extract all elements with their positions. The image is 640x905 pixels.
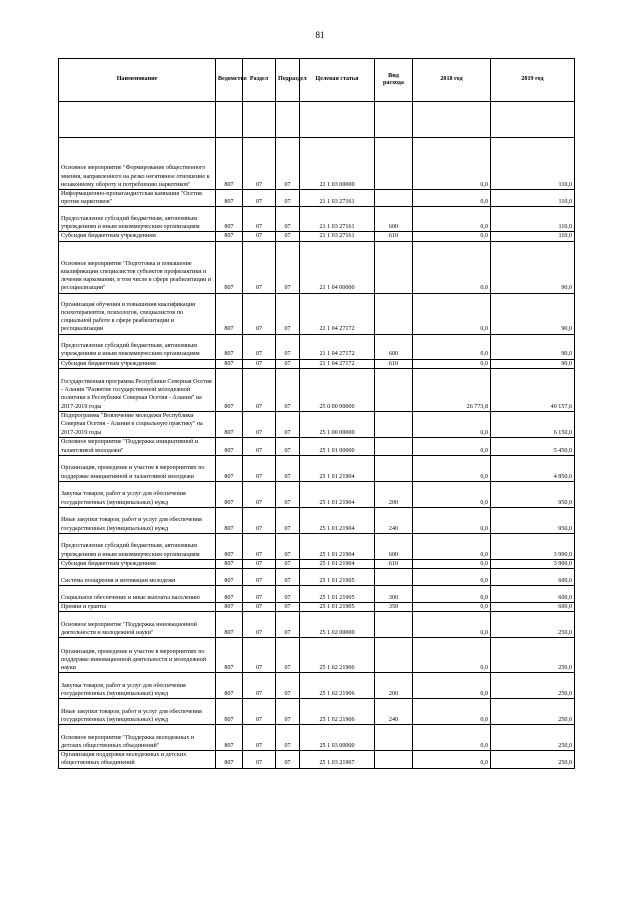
row-ved: 807 (216, 411, 243, 437)
row-ved: 807 (216, 586, 243, 603)
row-name: Система поощрения и мотивации молодежи (59, 569, 216, 586)
row-expense-type (375, 293, 413, 334)
row-expense-type (375, 411, 413, 437)
row-name: Информационно-пропагандистская кампания "Осетия против наркотиков" (59, 190, 216, 207)
table-row (59, 481, 575, 507)
row-2018: 0,0 (413, 507, 491, 533)
row-razdel: 07 (243, 612, 276, 638)
row-expense-type (375, 241, 413, 293)
row-podrazdel: 07 (276, 725, 300, 751)
row-name: Основное мероприятие "Формирование общественного мнения, направленного на резко негативное отношение к незаконному обороту и потреблению наркотиков" (59, 138, 216, 190)
row-2018: 0,0 (413, 559, 491, 568)
row-ved: 807 (216, 232, 243, 241)
row-target-article: 25 1 03 00000 (300, 725, 375, 751)
row-name: Субсидии бюджетным учреждениям (59, 559, 216, 568)
row-ved: 807 (216, 368, 243, 411)
spacer-cell (300, 102, 375, 138)
row-razdel: 07 (243, 293, 276, 334)
row-2018: 0,0 (413, 334, 491, 359)
row-name: Подпрограмма "Вовлечение молодежи Республики Северная Осетия - Алания в социальную практику" на 2017-2019 годы (59, 411, 216, 437)
row-podrazdel: 07 (276, 411, 300, 437)
row-2018: 0,0 (413, 232, 491, 241)
table-row (59, 559, 575, 568)
row-2019: 950,0 (491, 481, 575, 507)
row-target-article: 25 0 00 00000 (300, 368, 375, 411)
row-expense-type (375, 368, 413, 411)
row-podrazdel: 07 (276, 368, 300, 411)
row-2019: 3 900,0 (491, 559, 575, 568)
row-razdel: 07 (243, 559, 276, 568)
row-2019: 4 850,0 (491, 455, 575, 481)
row-expense-type (375, 455, 413, 481)
row-2018: 0,0 (413, 612, 491, 638)
table-row (59, 411, 575, 437)
row-expense-type: 610 (375, 359, 413, 368)
table-row (59, 533, 575, 559)
row-name: Закупка товаров, работ и услуг для обеспечения государственных (муниципальных) нужд (59, 673, 216, 699)
row-podrazdel: 07 (276, 559, 300, 568)
row-expense-type (375, 190, 413, 207)
row-2018: 0,0 (413, 603, 491, 612)
row-podrazdel: 07 (276, 190, 300, 207)
row-target-article: 21 1 03 00000 (300, 138, 375, 190)
row-expense-type (375, 612, 413, 638)
row-2018: 0,0 (413, 533, 491, 559)
row-podrazdel: 07 (276, 612, 300, 638)
row-2018: 0,0 (413, 437, 491, 455)
row-podrazdel: 07 (276, 334, 300, 359)
row-podrazdel: 07 (276, 207, 300, 232)
row-name: Закупка товаров, работ и услуг для обеспечения государственных (муниципальных) нужд (59, 481, 216, 507)
row-razdel: 07 (243, 437, 276, 455)
row-expense-type (375, 751, 413, 768)
table-row (59, 507, 575, 533)
row-ved: 807 (216, 673, 243, 699)
table-row (59, 612, 575, 638)
row-razdel: 07 (243, 533, 276, 559)
table-row (59, 232, 575, 241)
row-expense-type: 240 (375, 507, 413, 533)
row-razdel: 07 (243, 638, 276, 673)
row-podrazdel: 07 (276, 359, 300, 368)
spacer-cell (491, 102, 575, 138)
row-razdel: 07 (243, 725, 276, 751)
row-2019: 6 150,0 (491, 411, 575, 437)
spacer-cell (276, 102, 300, 138)
row-expense-type: 610 (375, 232, 413, 241)
row-razdel: 07 (243, 359, 276, 368)
row-2019: 90,0 (491, 359, 575, 368)
header-ved: Ведомство (216, 59, 243, 102)
row-podrazdel: 07 (276, 638, 300, 673)
row-expense-type: 200 (375, 673, 413, 699)
header-spacer-row (59, 102, 575, 138)
row-ved: 807 (216, 533, 243, 559)
row-name: Предоставление субсидий бюджетным, автономным учреждениям и иным некоммерческим организациям (59, 207, 216, 232)
table-row (59, 293, 575, 334)
table-row (59, 751, 575, 768)
row-podrazdel: 07 (276, 241, 300, 293)
row-podrazdel: 07 (276, 481, 300, 507)
table-row (59, 368, 575, 411)
row-2018: 0,0 (413, 481, 491, 507)
row-ved: 807 (216, 455, 243, 481)
spacer-cell (413, 102, 491, 138)
table-row (59, 725, 575, 751)
row-razdel: 07 (243, 411, 276, 437)
row-razdel: 07 (243, 673, 276, 699)
header-expense-type: Вид расхода (375, 59, 413, 102)
table-row (59, 603, 575, 612)
table-row (59, 638, 575, 673)
row-podrazdel: 07 (276, 232, 300, 241)
table-row (59, 138, 575, 190)
row-ved: 807 (216, 638, 243, 673)
row-2018: 0,0 (413, 359, 491, 368)
row-target-article: 21 1 04 27172 (300, 334, 375, 359)
row-target-article: 21 1 04 27172 (300, 359, 375, 368)
row-expense-type: 200 (375, 481, 413, 507)
row-2019: 250,0 (491, 699, 575, 725)
row-2018: 0,0 (413, 751, 491, 768)
row-expense-type: 600 (375, 207, 413, 232)
header-2019: 2019 год (491, 59, 575, 102)
row-ved: 807 (216, 190, 243, 207)
row-name: Основное мероприятие "Поддержка инициативной и талантливой молодежи" (59, 437, 216, 455)
row-2018: 0,0 (413, 455, 491, 481)
row-name: Предоставление субсидий бюджетным, автономным учреждениям и иным некоммерческим организациям (59, 334, 216, 359)
row-ved: 807 (216, 481, 243, 507)
row-target-article: 25 1 01 21904 (300, 481, 375, 507)
header-target-article: Целевая статья (300, 59, 375, 102)
row-ved: 807 (216, 751, 243, 768)
table-row (59, 241, 575, 293)
row-2018: 0,0 (413, 638, 491, 673)
row-target-article: 25 1 03 21907 (300, 751, 375, 768)
row-2019: 40 157,6 (491, 368, 575, 411)
row-2019: 600,0 (491, 603, 575, 612)
row-2018: 0,0 (413, 190, 491, 207)
row-name: Организация, проведение и участие в мероприятиях по поддержке инновационной деятельности и молодежной науки (59, 638, 216, 673)
row-ved: 807 (216, 138, 243, 190)
row-expense-type: 610 (375, 559, 413, 568)
row-2018: 0,0 (413, 586, 491, 603)
row-name: Социальное обеспечение и иные выплаты населению (59, 586, 216, 603)
row-ved: 807 (216, 241, 243, 293)
row-2019: 90,0 (491, 241, 575, 293)
row-razdel: 07 (243, 232, 276, 241)
header-row (59, 59, 575, 102)
spacer-cell (243, 102, 276, 138)
table-row (59, 359, 575, 368)
row-ved: 807 (216, 559, 243, 568)
row-2018: 0,0 (413, 699, 491, 725)
row-podrazdel: 07 (276, 293, 300, 334)
row-name: Основное мероприятие "Подготовка и повышение квалификации специалистов субъектов профилактики и лечения наркомании, в том числе в сфере реабилитации и ресоциализации" (59, 241, 216, 293)
row-2018: 0,0 (413, 411, 491, 437)
row-2018: 0,0 (413, 207, 491, 232)
row-name: Премии и гранты (59, 603, 216, 612)
row-target-article: 21 1 03 27161 (300, 190, 375, 207)
row-target-article: 21 1 03 27161 (300, 207, 375, 232)
row-target-article: 25 1 01 00000 (300, 437, 375, 455)
row-2019: 250,0 (491, 612, 575, 638)
row-expense-type (375, 437, 413, 455)
table-row (59, 586, 575, 603)
row-podrazdel: 07 (276, 533, 300, 559)
row-target-article: 25 1 01 21904 (300, 455, 375, 481)
row-expense-type (375, 725, 413, 751)
row-expense-type (375, 638, 413, 673)
row-name: Организация, проведение и участие в мероприятиях по поддержке инициативной и талантливой молодежи (59, 455, 216, 481)
row-razdel: 07 (243, 334, 276, 359)
row-expense-type: 600 (375, 533, 413, 559)
row-podrazdel: 07 (276, 437, 300, 455)
row-target-article: 21 1 04 27172 (300, 293, 375, 334)
table-row (59, 673, 575, 699)
header-2018: 2018 год (413, 59, 491, 102)
row-ved: 807 (216, 334, 243, 359)
row-ved: 807 (216, 725, 243, 751)
row-2019: 3 900,0 (491, 533, 575, 559)
row-name: Государственная программа Республики Северная Осетия - Алания "Развитие государственной молодежной политики в Республике Северная Осетия - Алания" на 2017-2019 годы (59, 368, 216, 411)
row-name: Иные закупки товаров, работ и услуг для обеспечения государственных (муниципальных) нужд (59, 507, 216, 533)
row-razdel: 07 (243, 455, 276, 481)
row-2018: 0,0 (413, 293, 491, 334)
row-target-article: 25 1 00 00000 (300, 411, 375, 437)
row-ved: 807 (216, 207, 243, 232)
row-2019: 90,0 (491, 334, 575, 359)
row-2019: 250,0 (491, 751, 575, 768)
row-podrazdel: 07 (276, 455, 300, 481)
row-razdel: 07 (243, 751, 276, 768)
header-name: Наименование (59, 59, 216, 102)
table-row (59, 190, 575, 207)
row-2018: 0,0 (413, 569, 491, 586)
row-ved: 807 (216, 437, 243, 455)
row-name: Субсидии бюджетным учреждениям (59, 232, 216, 241)
row-expense-type: 600 (375, 334, 413, 359)
row-expense-type (375, 569, 413, 586)
row-name: Предоставление субсидий бюджетным, автономным учреждениям и иным некоммерческим организациям (59, 533, 216, 559)
row-expense-type: 350 (375, 603, 413, 612)
row-expense-type (375, 138, 413, 190)
row-razdel: 07 (243, 603, 276, 612)
row-razdel: 07 (243, 699, 276, 725)
row-2019: 250,0 (491, 638, 575, 673)
row-2019: 950,0 (491, 507, 575, 533)
row-razdel: 07 (243, 507, 276, 533)
row-ved: 807 (216, 699, 243, 725)
table-row (59, 437, 575, 455)
row-razdel: 07 (243, 207, 276, 232)
row-podrazdel: 07 (276, 699, 300, 725)
row-2019: 110,0 (491, 207, 575, 232)
table-row (59, 569, 575, 586)
row-name: Организация обучения и повышения квалификации психотерапевтов, психологов, специалистов по социальной работе в сфере реабилитации и ресоциализации (59, 293, 216, 334)
header-podrazdel: Подраздел (276, 59, 300, 102)
header-razdel: Раздел (243, 59, 276, 102)
row-2018: 26 773,8 (413, 368, 491, 411)
spacer-cell (375, 102, 413, 138)
row-2019: 250,0 (491, 673, 575, 699)
budget-table (58, 58, 575, 769)
row-2018: 0,0 (413, 138, 491, 190)
row-name: Иные закупки товаров, работ и услуг для обеспечения государственных (муниципальных) нужд (59, 699, 216, 725)
row-2019: 600,0 (491, 586, 575, 603)
row-2018: 0,0 (413, 673, 491, 699)
row-razdel: 07 (243, 138, 276, 190)
row-podrazdel: 07 (276, 138, 300, 190)
row-2018: 0,0 (413, 725, 491, 751)
row-razdel: 07 (243, 190, 276, 207)
row-expense-type: 240 (375, 699, 413, 725)
row-target-article: 21 1 04 00000 (300, 241, 375, 293)
row-2019: 90,0 (491, 293, 575, 334)
row-target-article: 21 1 03 27161 (300, 232, 375, 241)
table-row (59, 207, 575, 232)
row-target-article: 25 1 02 21906 (300, 638, 375, 673)
row-target-article: 25 1 02 21906 (300, 699, 375, 725)
row-target-article: 25 1 02 00000 (300, 612, 375, 638)
row-razdel: 07 (243, 586, 276, 603)
row-2019: 110,0 (491, 190, 575, 207)
row-target-article: 25 1 02 21906 (300, 673, 375, 699)
row-razdel: 07 (243, 241, 276, 293)
row-name: Основное мероприятие "Поддержка молодежных и детских общественных объединений" (59, 725, 216, 751)
spacer-cell (216, 102, 243, 138)
page-number: 81 (315, 30, 325, 40)
row-2019: 5 450,0 (491, 437, 575, 455)
row-target-article: 25 1 01 21904 (300, 507, 375, 533)
row-ved: 807 (216, 507, 243, 533)
row-target-article: 25 1 01 21904 (300, 559, 375, 568)
row-podrazdel: 07 (276, 673, 300, 699)
table-row (59, 334, 575, 359)
row-2018: 0,0 (413, 241, 491, 293)
row-expense-type: 300 (375, 586, 413, 603)
row-razdel: 07 (243, 368, 276, 411)
row-2019: 110,0 (491, 232, 575, 241)
row-podrazdel: 07 (276, 586, 300, 603)
row-target-article: 25 1 01 21905 (300, 586, 375, 603)
row-ved: 807 (216, 293, 243, 334)
table-row (59, 455, 575, 481)
row-2019: 250,0 (491, 725, 575, 751)
row-razdel: 07 (243, 569, 276, 586)
row-name: Основное мероприятие "Поддержка инновационной деятельности и молодежной науки" (59, 612, 216, 638)
spacer-cell (59, 102, 216, 138)
row-2019: 110,0 (491, 138, 575, 190)
row-target-article: 25 1 01 21904 (300, 533, 375, 559)
row-razdel: 07 (243, 481, 276, 507)
row-ved: 807 (216, 603, 243, 612)
row-name: Организация поддержки молодежных и детских общественных объединений (59, 751, 216, 768)
row-2019: 600,0 (491, 569, 575, 586)
row-podrazdel: 07 (276, 507, 300, 533)
row-podrazdel: 07 (276, 603, 300, 612)
row-ved: 807 (216, 359, 243, 368)
row-podrazdel: 07 (276, 569, 300, 586)
row-podrazdel: 07 (276, 751, 300, 768)
row-name: Субсидии бюджетным учреждениям (59, 359, 216, 368)
row-ved: 807 (216, 569, 243, 586)
row-ved: 807 (216, 612, 243, 638)
row-target-article: 25 1 01 21905 (300, 603, 375, 612)
row-target-article: 25 1 01 21905 (300, 569, 375, 586)
table-row (59, 699, 575, 725)
